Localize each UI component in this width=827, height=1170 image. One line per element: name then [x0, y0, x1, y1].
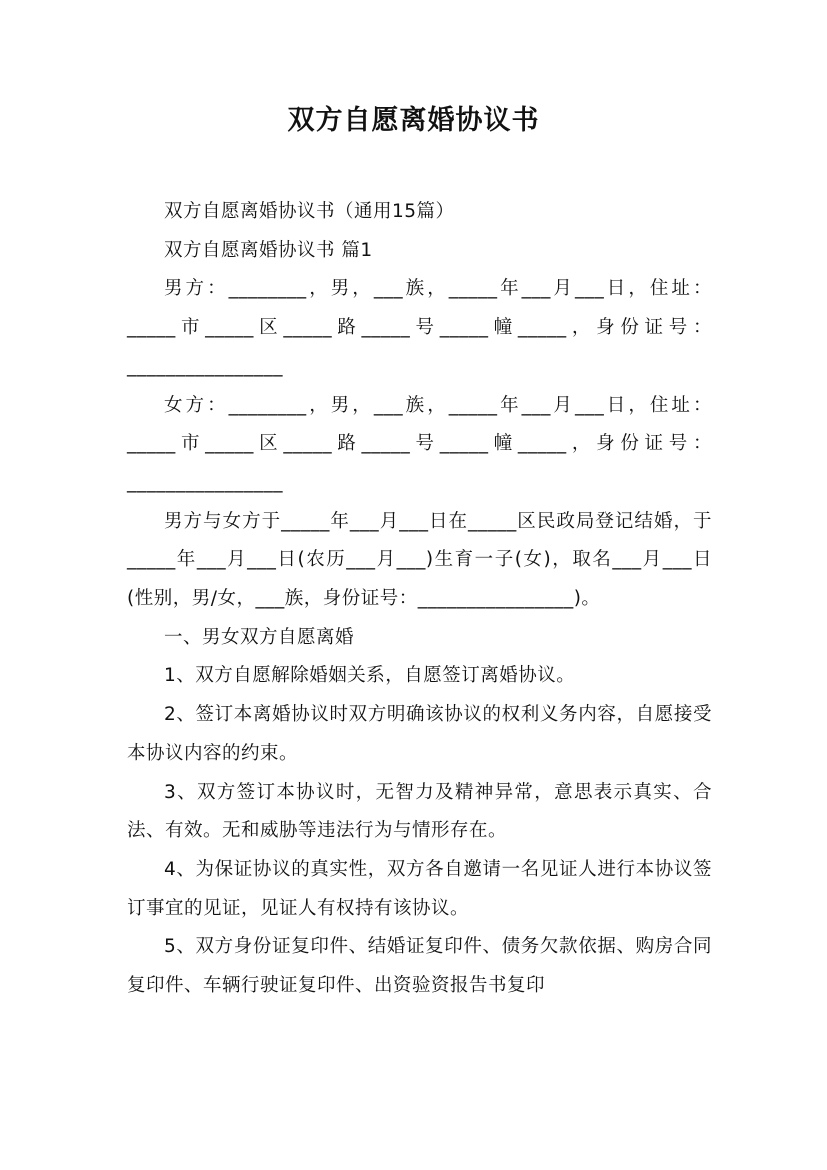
- document-title: 双方自愿离婚协议书: [287, 105, 540, 136]
- marriage-info-paragraph: 男方与女方于_____年___月___日在_____区民政局登记结婚，于_____年___月___日(农历___月___)生育一子(女)，取名___月___日(性别，男/女，___族，身份证号：________________)。: [127, 510, 712, 610]
- clause-paragraph: 1、双方自愿解除婚姻关系，自愿签订离婚协议。: [164, 665, 576, 687]
- female-party-paragraph: 女方：________，男，___族，_____年___月___日，住址：_____市_____区_____路_____号_____幢_____，身份证号：________________: [127, 394, 712, 493]
- section-heading: 双方自愿离婚协议书 篇1: [164, 239, 373, 261]
- subtitle-paragraph: 双方自愿离婚协议书（通用15篇）: [164, 201, 455, 222]
- clause-paragraph: 2、签订本离婚协议时双方明确该协议的权利义务内容，自愿接受本协议内容的约束。: [127, 704, 712, 764]
- clause-paragraph: 4、为保证协议的真实性，双方各自邀请一名见证人进行本协议签订事宜的见证，见证人有权持有该协议。: [127, 858, 712, 919]
- male-party-paragraph: 男方：________，男，___族，_____年___月___日，住址：_____市_____区_____路_____号_____幢_____，身份证号：________________: [127, 278, 712, 377]
- clause-paragraph: 3、双方签订本协议时，无智力及精神异常，意思表示真实、合法、有效。无和威胁等违法行为与情形存在。: [127, 781, 712, 842]
- document-body: [127, 193, 712, 1006]
- clause-paragraph: 5、双方身份证复印件、结婚证复印件、债务欠款依据、购房合同复印件、车辆行驶证复印件、出资验资报告书复印: [127, 936, 712, 997]
- clause-heading: 一、男女双方自愿离婚: [164, 626, 355, 648]
